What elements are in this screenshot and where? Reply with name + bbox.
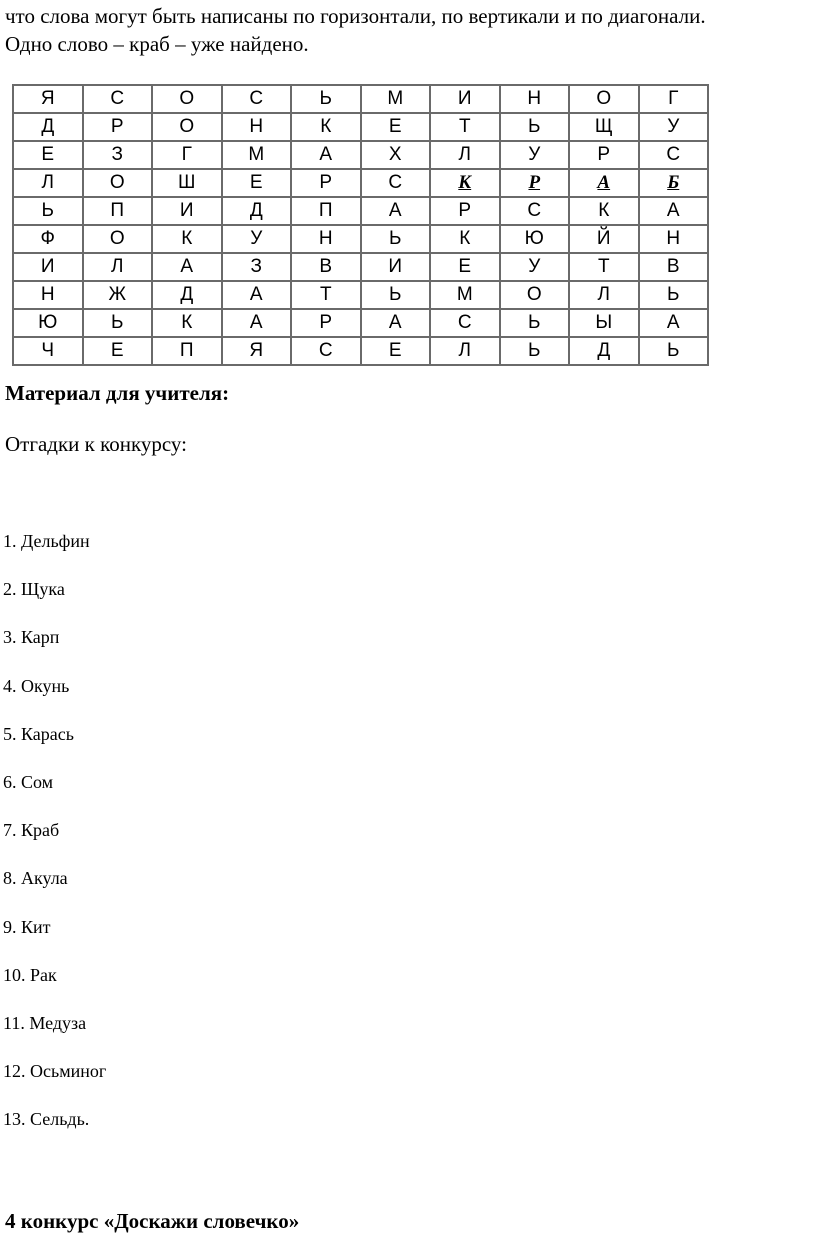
grid-cell: С xyxy=(291,337,361,365)
grid-cell: Е xyxy=(13,141,83,169)
grid-row xyxy=(13,85,708,113)
grid-row xyxy=(13,197,708,225)
grid-cell: С xyxy=(83,85,153,113)
answer-item: 3. Карп xyxy=(3,627,60,648)
grid-cell: У xyxy=(639,113,709,141)
grid-cell: И xyxy=(361,253,431,281)
grid-cell-found: Р xyxy=(500,169,570,197)
grid-cell: К xyxy=(569,197,639,225)
grid-cell: Т xyxy=(430,113,500,141)
grid-cell: Г xyxy=(152,141,222,169)
answers-title: Отгадки к конкурсу: xyxy=(5,432,187,456)
grid-cell: Ш xyxy=(152,169,222,197)
grid-cell: Д xyxy=(222,197,292,225)
answer-item: 6. Сом xyxy=(3,771,54,792)
grid-cell-found: К xyxy=(430,169,500,197)
grid-cell: Ь xyxy=(639,281,709,309)
grid-cell: Л xyxy=(13,169,83,197)
grid-cell: У xyxy=(500,141,570,169)
grid-cell: Р xyxy=(291,169,361,197)
grid-cell: К xyxy=(152,309,222,337)
grid-cell: Н xyxy=(500,85,570,113)
grid-cell: О xyxy=(152,113,222,141)
grid-cell: К xyxy=(152,225,222,253)
grid-cell: Ь xyxy=(639,337,709,365)
grid-cell: О xyxy=(83,169,153,197)
grid-cell: Ю xyxy=(500,225,570,253)
grid-cell: Ь xyxy=(500,309,570,337)
grid-cell: З xyxy=(83,141,153,169)
section-4-heading: 4 конкурс «Доскажи словечко» xyxy=(5,1209,300,1233)
grid-cell: А xyxy=(291,141,361,169)
grid-cell: П xyxy=(83,197,153,225)
grid-cell: С xyxy=(430,309,500,337)
grid-row xyxy=(13,141,708,169)
grid-cell: П xyxy=(291,197,361,225)
grid-cell: Ч xyxy=(13,337,83,365)
grid-cell: О xyxy=(500,281,570,309)
intro-line-2: Одно слово – краб – уже найдено. xyxy=(5,32,309,56)
answer-item: 11. Медуза xyxy=(3,1012,87,1033)
answer-item: 9. Кит xyxy=(3,916,51,937)
answers-list xyxy=(3,529,106,1155)
word-search-grid xyxy=(12,84,709,361)
word-search-table xyxy=(12,84,709,366)
grid-cell: Ь xyxy=(291,85,361,113)
grid-cell: Е xyxy=(361,337,431,365)
grid-cell: Р xyxy=(83,113,153,141)
grid-cell: И xyxy=(430,85,500,113)
grid-cell: Д xyxy=(569,337,639,365)
grid-row xyxy=(13,169,708,197)
grid-cell: Ь xyxy=(500,337,570,365)
grid-cell: Л xyxy=(430,141,500,169)
grid-cell: Ь xyxy=(361,225,431,253)
grid-cell: П xyxy=(152,337,222,365)
grid-cell: Р xyxy=(291,309,361,337)
grid-cell: Н xyxy=(13,281,83,309)
grid-cell: Р xyxy=(569,141,639,169)
grid-cell: З xyxy=(222,253,292,281)
grid-cell: О xyxy=(152,85,222,113)
grid-cell: А xyxy=(639,197,709,225)
grid-cell: И xyxy=(13,253,83,281)
grid-cell: Л xyxy=(83,253,153,281)
grid-cell: Ф xyxy=(13,225,83,253)
grid-cell-found: Б xyxy=(639,169,709,197)
answer-item: 7. Краб xyxy=(3,820,60,841)
answer-item: 2. Щука xyxy=(3,579,65,600)
grid-cell: Ь xyxy=(361,281,431,309)
grid-cell: Г xyxy=(639,85,709,113)
grid-cell: М xyxy=(361,85,431,113)
grid-cell: А xyxy=(222,281,292,309)
answer-item: 1. Дельфин xyxy=(3,531,90,551)
grid-cell: Т xyxy=(291,281,361,309)
grid-row xyxy=(13,113,708,141)
grid-cell: Е xyxy=(361,113,431,141)
grid-cell: Й xyxy=(569,225,639,253)
grid-cell: У xyxy=(500,253,570,281)
grid-cell-found: А xyxy=(569,169,639,197)
grid-cell: Н xyxy=(291,225,361,253)
grid-cell: Е xyxy=(222,169,292,197)
grid-row xyxy=(13,225,708,253)
grid-cell: К xyxy=(430,225,500,253)
grid-cell: Ж xyxy=(83,281,153,309)
intro-line-1: что слова могут быть написаны по горизонтали, по вертикали и по диагонали. xyxy=(5,4,706,28)
grid-cell: Е xyxy=(83,337,153,365)
grid-cell: А xyxy=(361,309,431,337)
grid-cell: Н xyxy=(639,225,709,253)
answer-item: 5. Карась xyxy=(3,723,74,744)
answer-item: 12. Осьминог xyxy=(3,1061,107,1082)
grid-cell: А xyxy=(222,309,292,337)
grid-cell: Л xyxy=(430,337,500,365)
grid-cell: Я xyxy=(222,337,292,365)
grid-cell: Щ xyxy=(569,113,639,141)
grid-cell: У xyxy=(222,225,292,253)
grid-cell: С xyxy=(639,141,709,169)
grid-cell: О xyxy=(83,225,153,253)
grid-cell: Д xyxy=(13,113,83,141)
grid-cell: Х xyxy=(361,141,431,169)
grid-cell: И xyxy=(152,197,222,225)
grid-cell: С xyxy=(222,85,292,113)
grid-cell: М xyxy=(430,281,500,309)
grid-cell: М xyxy=(222,141,292,169)
grid-cell: О xyxy=(569,85,639,113)
grid-cell: В xyxy=(291,253,361,281)
grid-row xyxy=(13,309,708,337)
answer-item: 4. Окунь xyxy=(3,675,70,696)
answer-item: 8. Акула xyxy=(3,868,68,889)
grid-cell: К xyxy=(291,113,361,141)
grid-cell: Н xyxy=(222,113,292,141)
grid-cell: Ю xyxy=(13,309,83,337)
grid-cell: Т xyxy=(569,253,639,281)
grid-cell: Ь xyxy=(500,113,570,141)
grid-cell: С xyxy=(361,169,431,197)
grid-cell: А xyxy=(152,253,222,281)
grid-row xyxy=(13,281,708,309)
answer-item: 10. Рак xyxy=(3,964,57,985)
grid-cell: Д xyxy=(152,281,222,309)
grid-cell: Л xyxy=(569,281,639,309)
grid-cell: Ы xyxy=(569,309,639,337)
answer-item: 13. Сельдь. xyxy=(3,1109,90,1130)
grid-cell: А xyxy=(639,309,709,337)
grid-cell: С xyxy=(500,197,570,225)
grid-cell: В xyxy=(639,253,709,281)
grid-cell: Е xyxy=(430,253,500,281)
grid-cell: Р xyxy=(430,197,500,225)
grid-row xyxy=(13,253,708,281)
grid-cell: Ь xyxy=(83,309,153,337)
grid-cell: Ь xyxy=(13,197,83,225)
grid-cell: А xyxy=(361,197,431,225)
grid-row xyxy=(13,337,708,365)
intro-text xyxy=(5,2,813,58)
grid-cell: Я xyxy=(13,85,83,113)
teacher-material-heading: Материал для учителя: xyxy=(5,381,230,405)
